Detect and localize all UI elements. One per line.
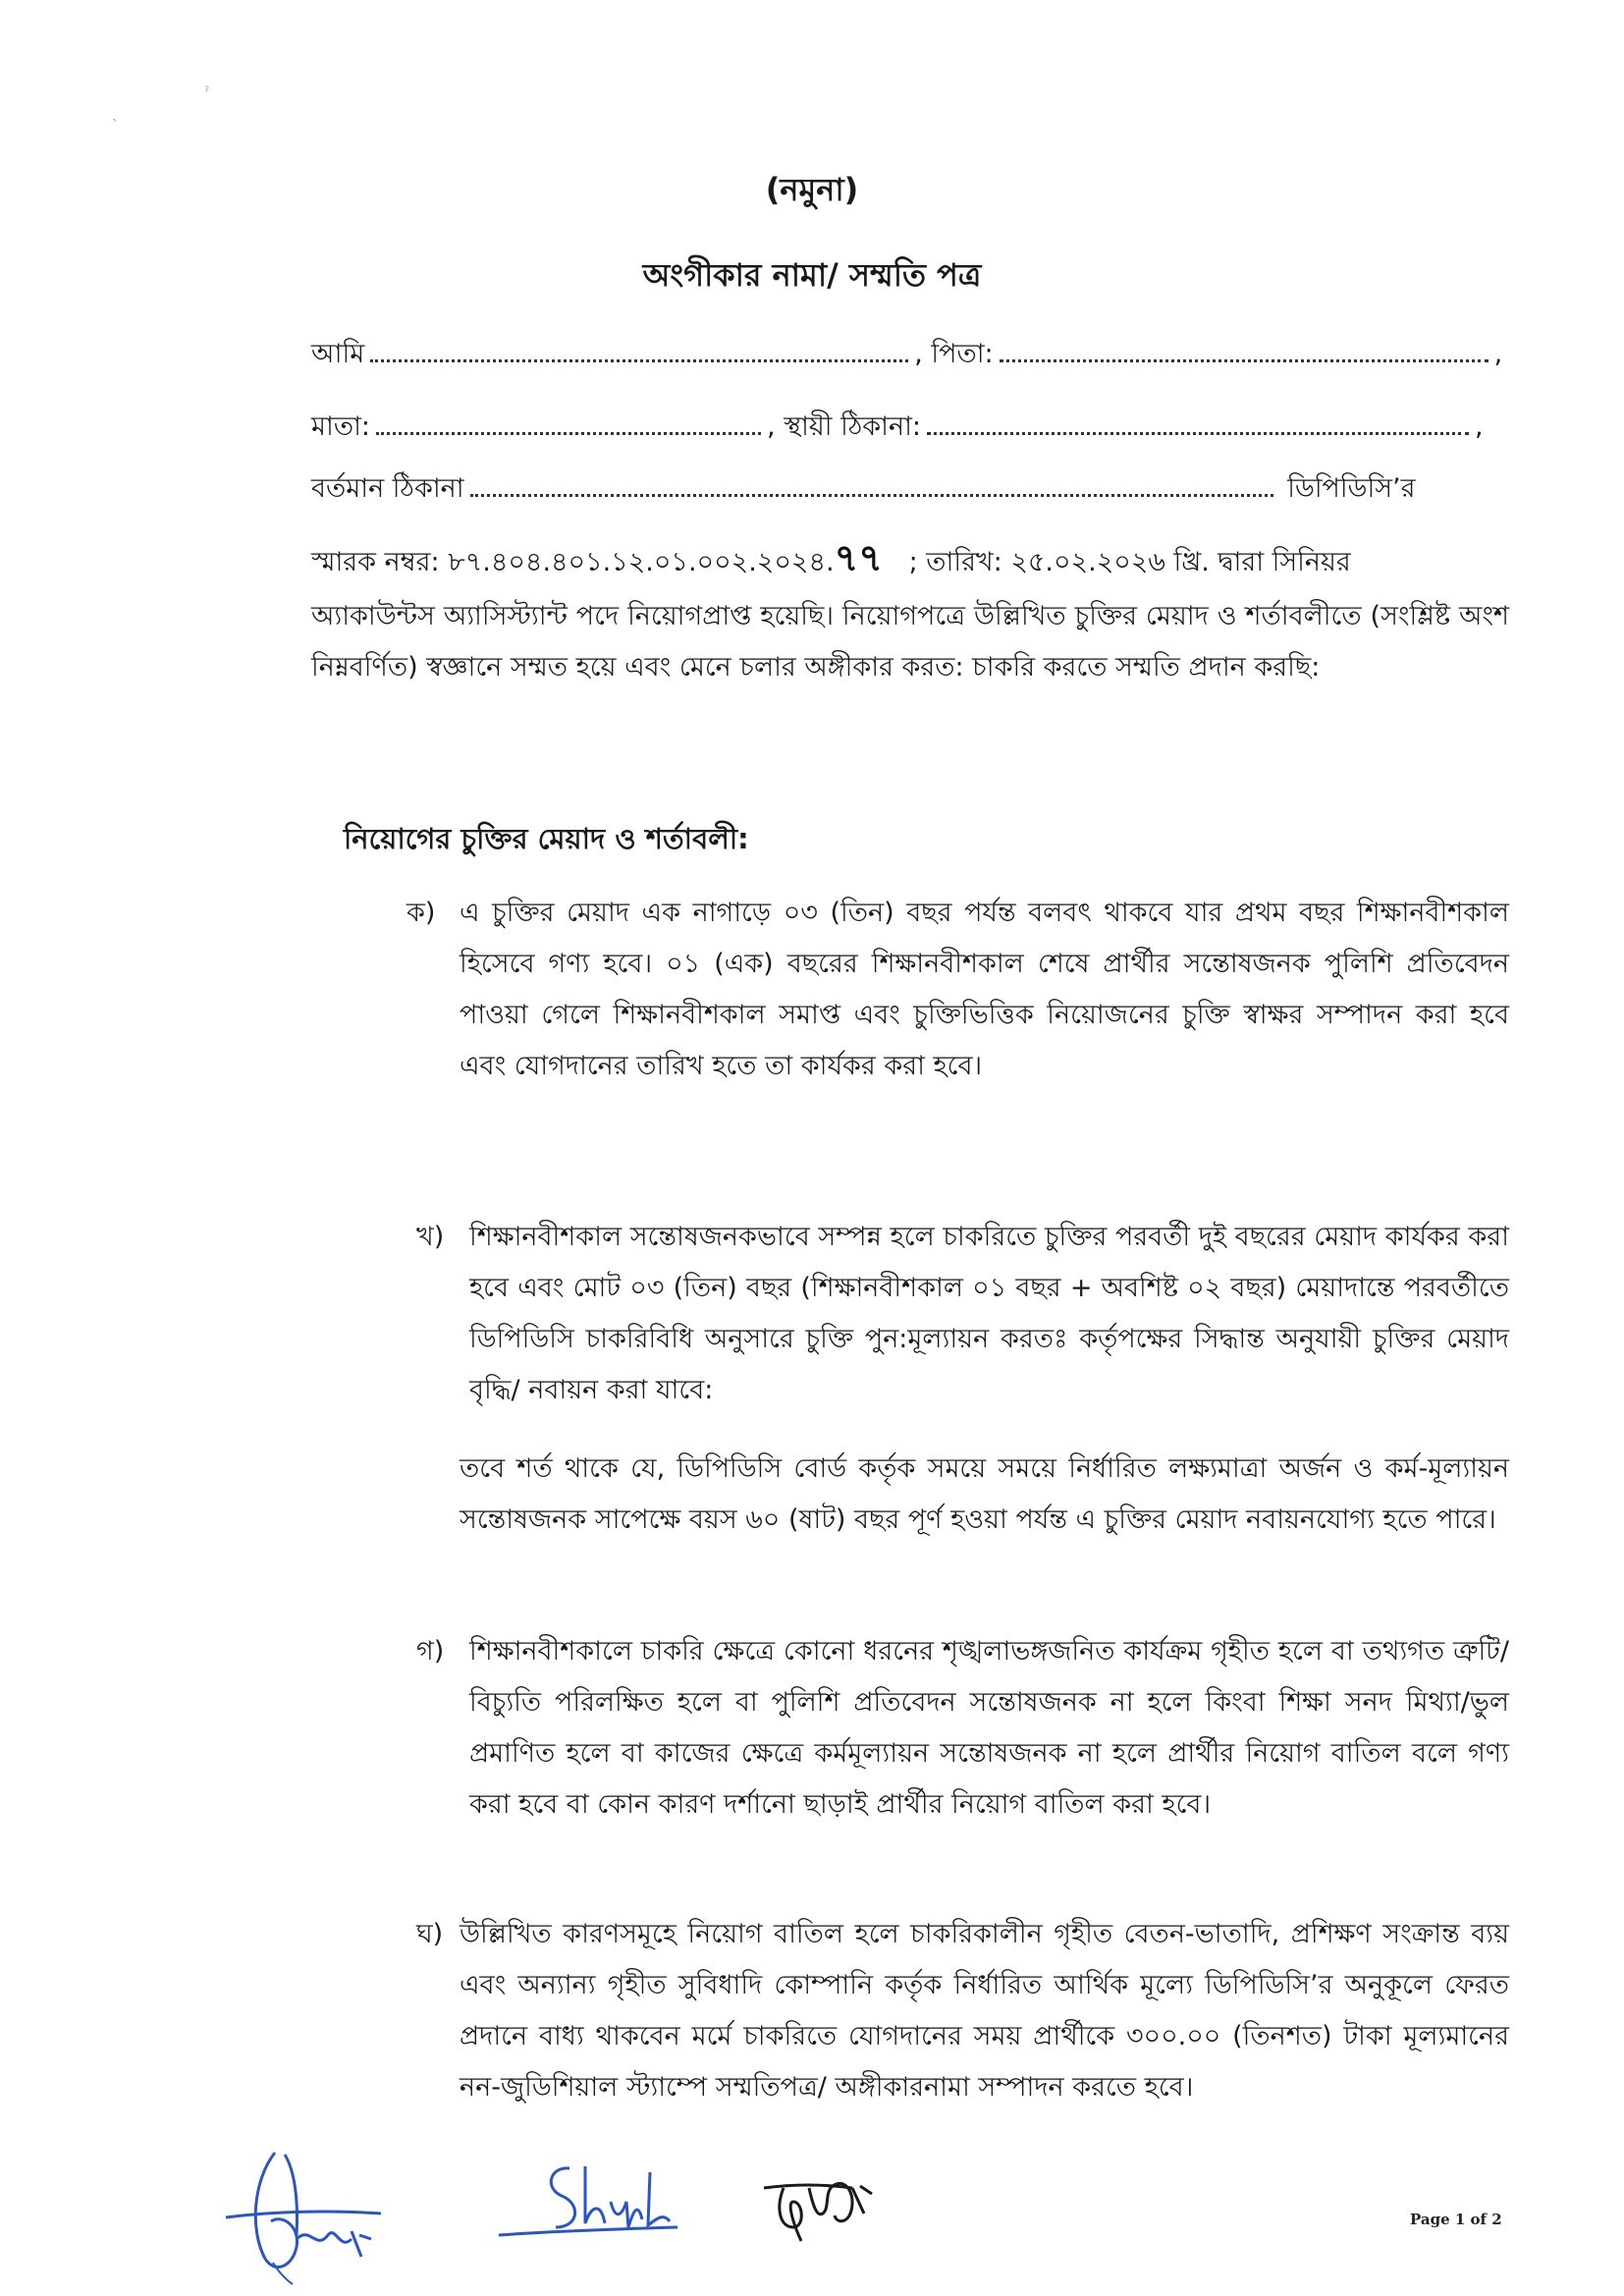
present-address-label: বর্তমান ঠিকানা <box>311 473 464 504</box>
name-blank[interactable] <box>370 334 908 362</box>
memo-handwritten-number: ৭৭ <box>834 535 883 579</box>
memo-label: স্মারক নম্বর: <box>311 547 440 577</box>
term-proviso-kha: তবে শর্ত থাকে যে, ডিপিডিসি বোর্ড কর্তৃক সময়ে সময়ে নির্ধারিত লক্ষ্যমাত্রা অর্জন ও কর্ম-মূল্যায়ন সন্তোষজনক সাপেক্ষে বয়স ৬০ (ষাট) বছর পূর্ণ হওয়া পর্যন্ত এ চুক্তির মেয়াদ নবায়নযোগ্য হতে পারে। <box>460 1453 1509 1535</box>
mother-blank[interactable] <box>376 407 761 435</box>
memo-line <box>311 535 1509 582</box>
date-value: ২৫.০২.২০২৬ খ্রি. <box>1010 547 1210 577</box>
memo-number: ৮৭.৪০৪.৪০১.১২.০১.০০২.২০২৪. <box>448 547 835 577</box>
page-number: Page 1 of 2 <box>1410 2211 1502 2228</box>
date-label: ; তারিখ: <box>908 547 1002 577</box>
father-label: পিতা: <box>931 339 994 369</box>
term-label-ga: গ) <box>416 1636 445 1667</box>
father-blank[interactable] <box>1000 334 1489 362</box>
intro-paragraph: অ্যাকাউন্টস অ্যাসিস্ট্যান্ট পদে নিয়োগপ্রাপ্ত হয়েছি। নিয়োগপত্রে উল্লিখিত চুক্তির মেয়াদ ও শর্তাবলীতে (সংশ্লিষ্ট অংশ নিম্নবর্ণিত) স্বজ্ঞানে সম্মত হয়ে এবং মেনে চলার অঙ্গীকার করত: চাকরি করতে সম্মতি প্রদান করছি: <box>311 601 1509 683</box>
form-line-present-address <box>311 468 1509 509</box>
name-label: আমি <box>311 339 365 369</box>
form-line-mother: মাতা: , স্থায়ী ঠিকানা: , <box>311 407 1509 447</box>
signature-3 <box>754 2159 882 2247</box>
mother-label: মাতা: <box>311 411 371 442</box>
term-text-ka: এ চুক্তির মেয়াদ এক নাগাড়ে ০৩ (তিন) বছর পর্যন্ত বলবৎ থাকবে যার প্রথম বছর শিক্ষানবীশকাল হিসেবে গণ্য হবে। ০১ (এক) বছরের শিক্ষানবীশকাল শেষে প্রার্থীর সন্তোষজনক পুলিশি প্রতিবেদন পাওয়া গেলে শিক্ষানবীশকাল সমাপ্ত এবং চুক্তিভিত্তিক নিয়োজনের চুক্তি স্বাক্ষর সম্পাদন করা হবে এবং যোগদানের তারিখ হতে তা কার্যকর করা হবে। <box>460 898 1509 1081</box>
form-line-name: আমি , পিতা: , <box>311 334 1509 374</box>
term-text-kha: শিক্ষানবীশকাল সন্তোষজনকভাবে সম্পন্ন হলে চাকরিতে চুক্তির পরবর্তী দুই বছরের মেয়াদ কার্যকর করা হবে এবং মোট ০৩ (তিন) বছর (শিক্ষানবীশকাল ০১ বছর + অবশিষ্ট ০২ বছর) মেয়াদান্তে পরবর্তীতে ডিপিডিসি চাকরিবিধি অনুসারে চুক্তি পুন:মূল্যায়ন করতঃ কর্তৃপক্ষের সিদ্ধান্ত অনুযায়ী চুক্তির মেয়াদ বৃদ্ধি/ নবায়ন করা যাবে: <box>469 1222 1509 1405</box>
present-address-blank[interactable] <box>470 468 1273 497</box>
terms-heading: নিয়োগের চুক্তির মেয়াদ ও শর্তাবলী: <box>344 822 749 855</box>
permanent-address-label: স্থায়ী ঠিকানা: <box>784 411 922 442</box>
term-label-kha: খ) <box>416 1222 445 1252</box>
signature-1 <box>214 2141 401 2288</box>
signature-2 <box>491 2149 687 2257</box>
memo-tail: দ্বারা সিনিয়র <box>1218 547 1351 577</box>
page-title: অংগীকার নামা/ সম্মতি পত্র <box>642 256 982 294</box>
term-text-ga: শিক্ষানবীশকালে চাকরি ক্ষেত্রে কোনো ধরনের শৃঙ্খলাভঙ্গজনিত কার্যক্রম গৃহীত হলে বা তথ্যগত ত্রুটি/বিচ্যুতি পরিলক্ষিত হলে বা পুলিশি প্রতিবেদন সন্তোষজনক না হলে কিংবা শিক্ষা সনদ মিথ্যা/ভুল প্রমাণিত হলে বা কাজের ক্ষেত্রে কর্মমূল্যায়ন সন্তোষজনক না হলে প্রার্থীর নিয়োগ বাতিল বলে গণ্য করা হবে বা কোন কারণ দর্শানো ছাড়াই প্রার্থীর নিয়োগ বাতিল করা হবে। <box>469 1636 1509 1820</box>
scan-speck: ˎ <box>112 106 119 122</box>
term-label-gha: ঘ) <box>416 1919 444 1949</box>
term-label-ka: ক) <box>406 898 436 928</box>
term-text-gha: উল্লিখিত কারণসমূহে নিয়োগ বাতিল হলে চাকরিকালীন গৃহীত বেতন-ভাতাদি, প্রশিক্ষণ সংক্রান্ত ব্যয় এবং অন্যান্য গৃহীত সুবিধাদি কোম্পানি কর্তৃক নির্ধারিত আর্থিক মূল্যে ডিপিডিসি’র অনুকূলে ফেরত প্রদানে বাধ্য থাকবেন মর্মে চাকরিতে যোগদানের সময় প্রার্থীকে ৩০০.০০ (তিনশত) টাকা মূল্যমানের নন-জুডিশিয়াল স্ট্যাম্পে সম্মতিপত্র/ অঙ্গীকারনামা সম্পাদন করতে হবে। <box>460 1919 1509 2103</box>
company-suffix: ডিপিডিসি’র <box>1287 473 1416 504</box>
scan-speck: ˀ <box>204 84 210 100</box>
sample-label: (নমুনা) <box>765 171 859 208</box>
permanent-address-blank[interactable] <box>927 407 1469 435</box>
